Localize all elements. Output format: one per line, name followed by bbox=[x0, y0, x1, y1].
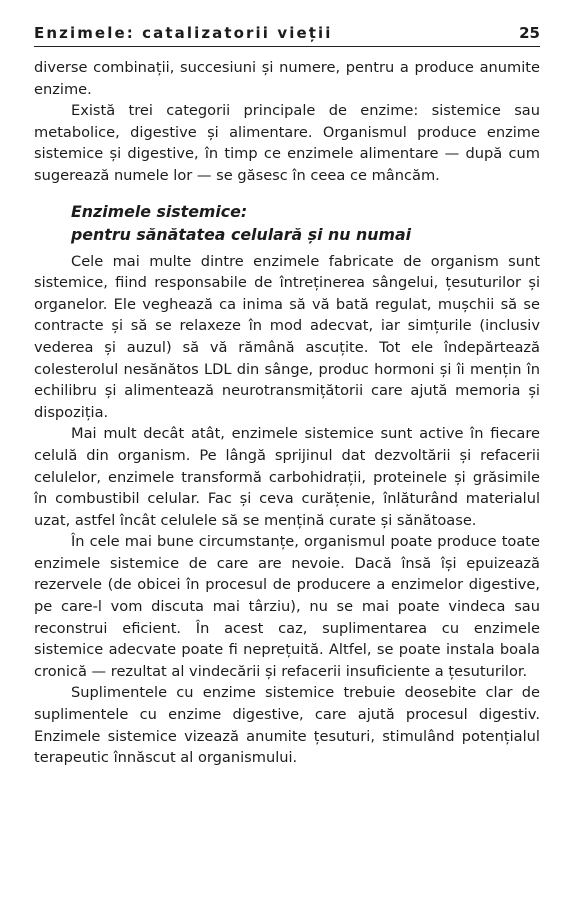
paragraph-supplement-distinction: Suplimentele cu enzime sistemice trebuie deosebite clar de suplimentele cu enzime digestive, care ajută procesul digestiv. Enzimele sistemice vizează anumite țesuturi, stimulând potențialul terapeutic înnăscut al organismului. bbox=[34, 684, 540, 767]
body-text bbox=[34, 57, 540, 769]
running-title: Enzimele: catalizatorii vieții bbox=[34, 24, 333, 42]
book-page bbox=[34, 24, 540, 769]
page-number: 25 bbox=[519, 24, 540, 42]
paragraph-supplementation: În cele mai bune circumstanțe, organismul poate produce toate enzimele sistemice de care are nevoie. Dacă însă își epuizează rezervele (de obicei în procesul de producere a enzimelor digestive, pe care-l vom discuta mai târziu), nu se mai poate vindeca sau reconstrui eficient. În acest caz, suplimentarea cu enzimele sistemice adecvate poate fi neprețuită. Altfel, se poate instala boala cronică — rezultat al vindecării și refacerii insuficiente a țesuturilor. bbox=[34, 533, 540, 680]
paragraph-continuation: diverse combinații, succesiuni și numere, pentru a produce anumite enzime. bbox=[34, 59, 540, 98]
paragraph-enzyme-categories: Există trei categorii principale de enzime: sistemice sau metabolice, digestive și alimentare. Organismul produce enzime sistemice și digestive, în timp ce enzimele alimentare — după cum sugerează numele lor — se găsesc în ceea ce mâncăm. bbox=[34, 102, 540, 184]
page-header bbox=[34, 24, 540, 47]
paragraph-cellular-activity: Mai mult decât atât, enzimele sistemice sunt active în fiecare celulă din organism. Pe lângă sprijinul dat dezvoltării și refacerii celulelor, enzimele transformă carbohidrații, proteinele și grăsimile în combustibil celular. Fac și ceva curățenie, înlăturând materialul uzat, astfel încât celulele să se mențină curate și sănătoase. bbox=[34, 425, 540, 529]
section-heading-line-2: pentru sănătatea celulară și nu numai bbox=[71, 224, 412, 244]
section-heading bbox=[71, 200, 540, 246]
paragraph-systemic-enzymes: Cele mai multe dintre enzimele fabricate de organism sunt sistemice, fiind responsabile de întreținerea sângelui, țesuturilor și organelor. Ele veghează ca inima să vă bată regulat, mușchii să se contracte și să se relaxeze în mod adecvat, iar simțurile (inclusiv vederea și auzul) să vă rămână ascuțite. Tot ele îndepărtează colesterolul nesănătos LDL din sânge, produc hormoni și îi mențin în echilibru și alimentează neurotransmițătorii care ajută memoria și dispoziția. bbox=[34, 252, 540, 421]
section-heading-line-1: Enzimele sistemice: bbox=[71, 201, 248, 221]
